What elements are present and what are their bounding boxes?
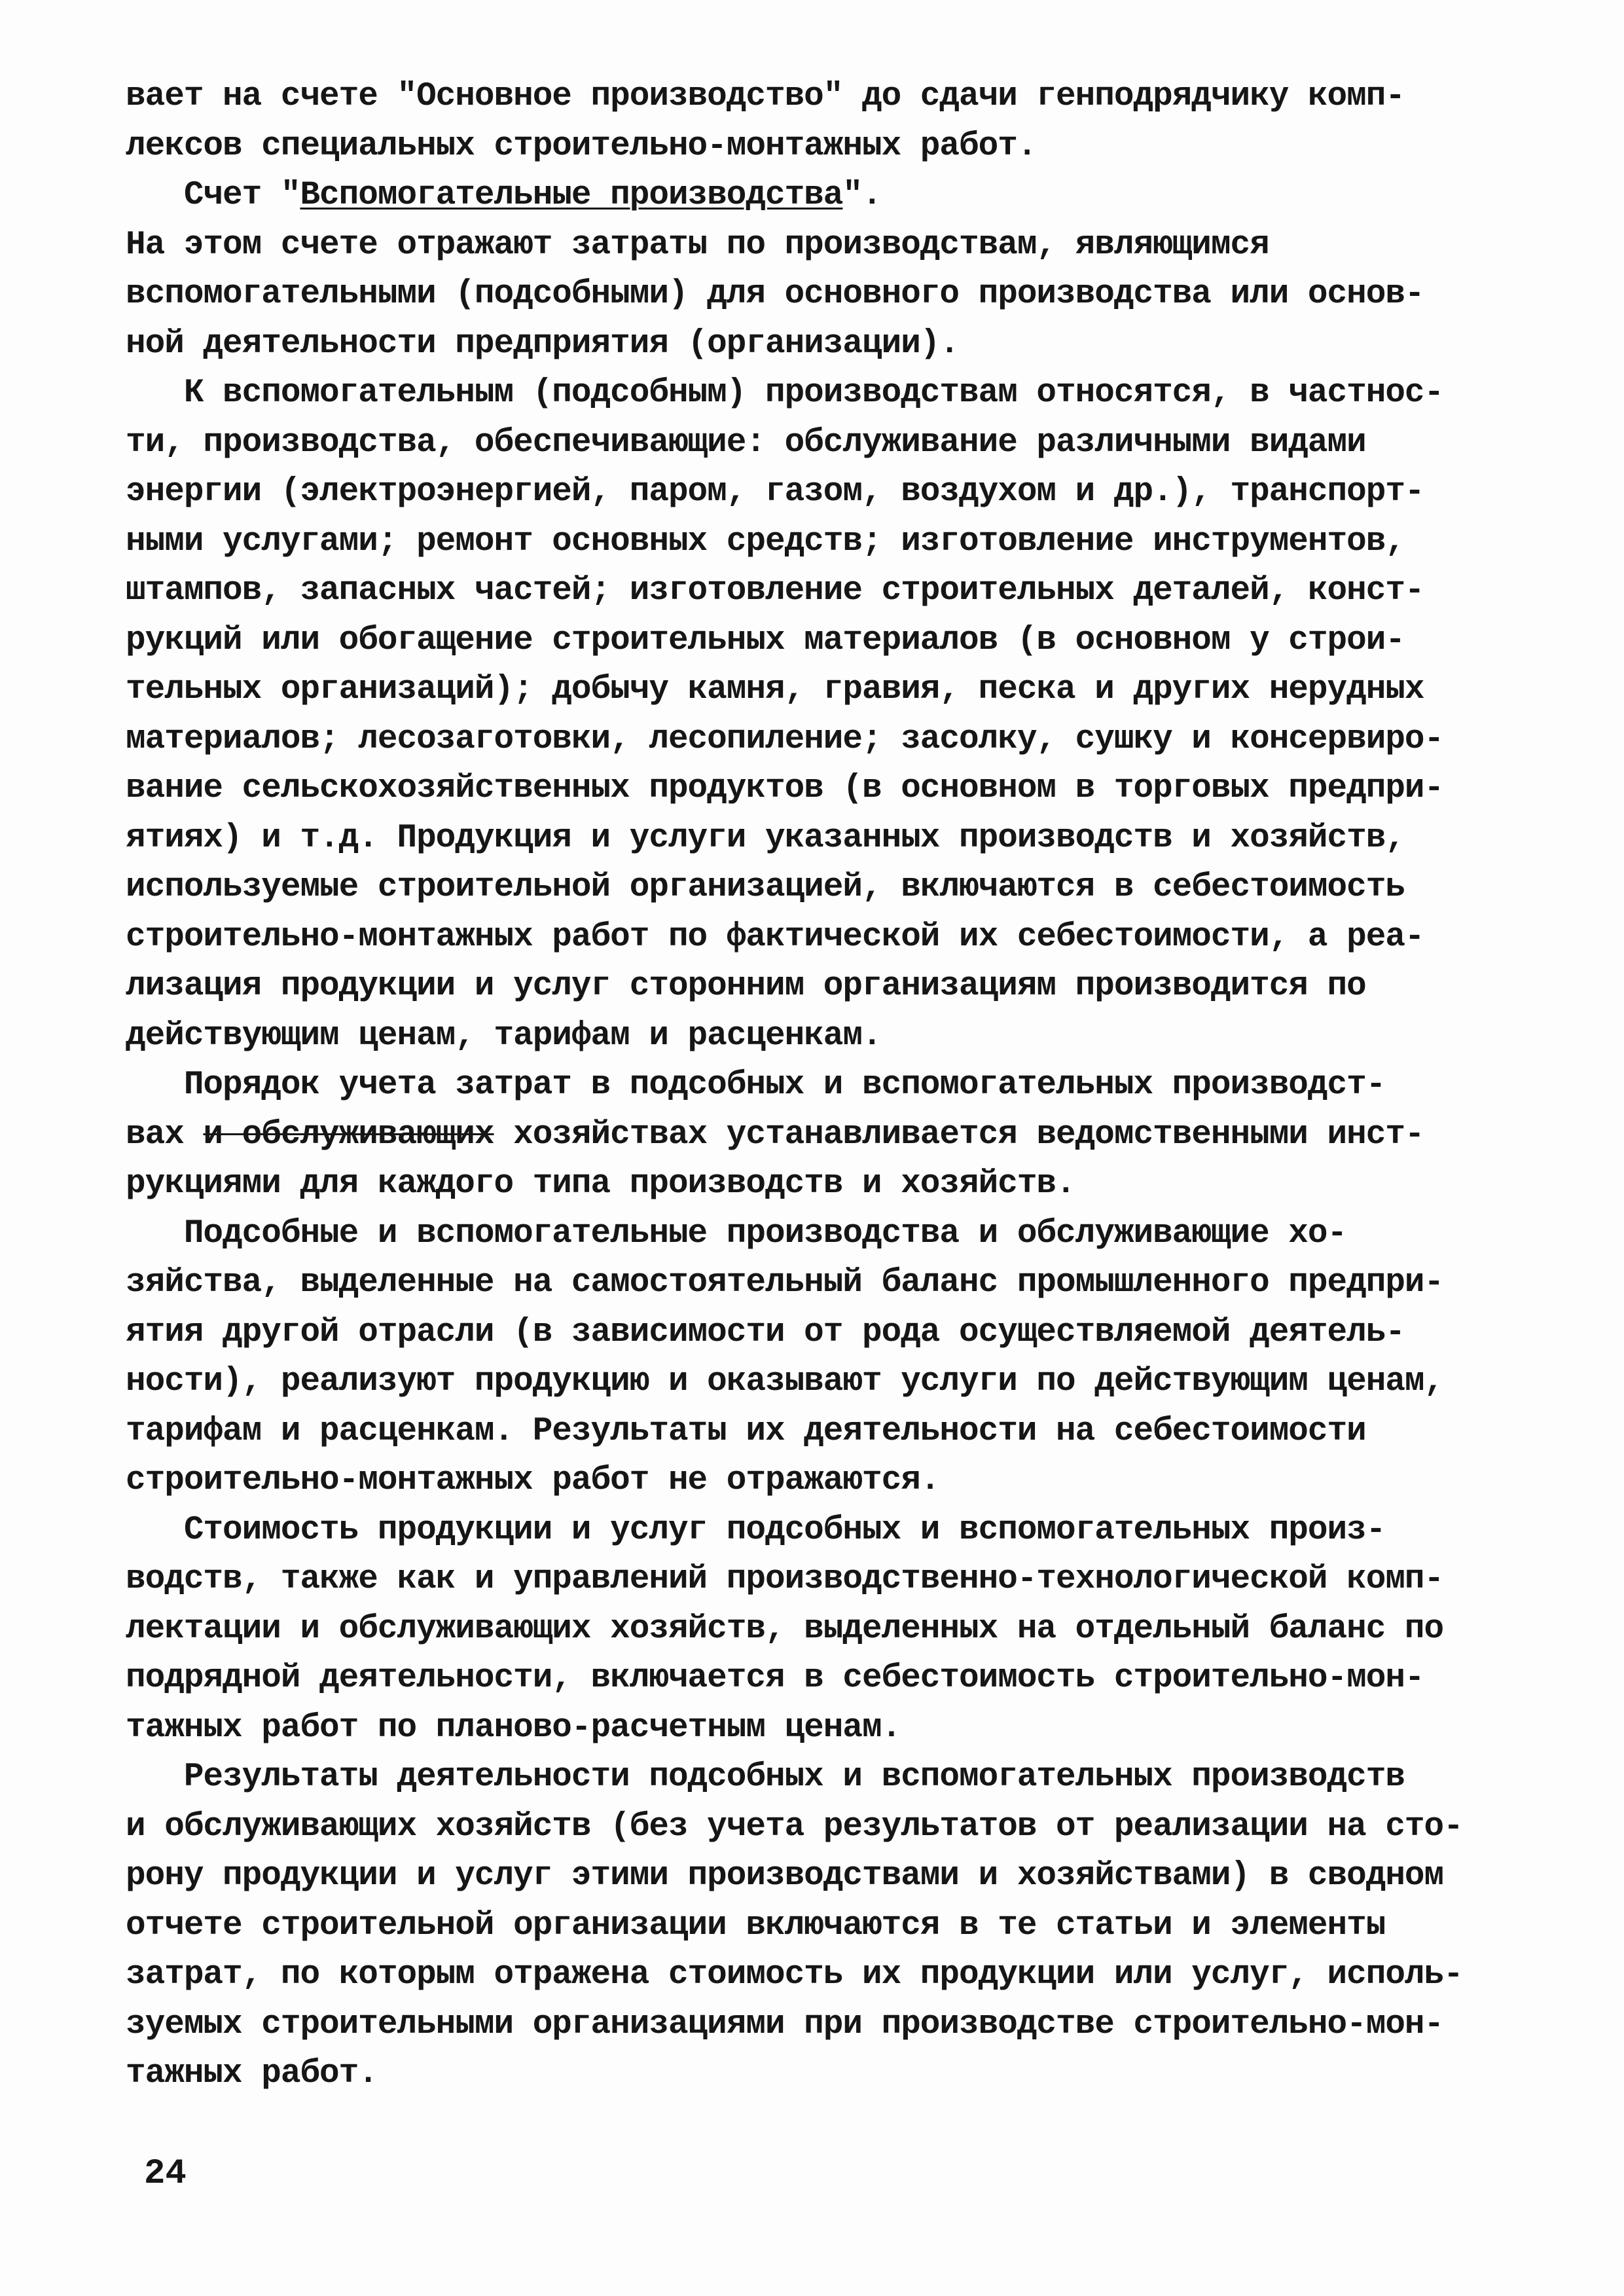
text-line: подрядной деятельности, включается в себестоимость строительно-мон- — [126, 1660, 1424, 1697]
text-line: ными услугами; ремонт основных средств; изготовление инструментов, — [126, 522, 1405, 560]
line-suffix: хозяйствах устанавливается ведомственными инст- — [494, 1116, 1424, 1154]
text-line: рукциями для каждого типа производств и хозяйств. — [126, 1165, 1075, 1203]
text-line: ти, производства, обеспечивающие: обслуживание различными видами — [126, 424, 1366, 462]
text-line-with-strikethrough — [126, 1110, 1507, 1160]
text-line: Результаты деятельности подсобных и вспомогательных производств — [126, 1758, 1405, 1796]
text-line: На этом счете отражают затраты по производствам, являющимся — [126, 226, 1269, 264]
text-line: тажных работ. — [126, 2055, 378, 2092]
text-line: тельных организаций); добычу камня, гравия, песка и других нерудных — [126, 671, 1424, 708]
text-line: К вспомогательным (подсобным) производствам относятся, в частнос- — [126, 374, 1444, 412]
text-line: вспомогательными (подсобными) для основного производства или основ- — [126, 276, 1424, 313]
text-line: зяйства, выделенные на самостоятельный баланс промышленного предпри- — [126, 1264, 1444, 1302]
struck-text: и обслуживающих — [203, 1116, 494, 1154]
text-line: действующим ценам, тарифам и расценкам. — [126, 1017, 882, 1055]
text-line: ной деятельности предприятия (организации). — [126, 325, 960, 363]
text-line: лизация продукции и услуг сторонним организациям производится по — [126, 968, 1366, 1005]
text-line: строительно-монтажных работ не отражаются. — [126, 1462, 940, 1499]
page-number: 24 — [144, 2154, 187, 2194]
line-prefix: вах — [126, 1116, 204, 1154]
text-line: Подсобные и вспомогательные производства и обслуживающие хо- — [126, 1214, 1347, 1252]
text-line: рукций или обогащение строительных материалов (в основном у строи- — [126, 621, 1405, 659]
section-heading-line — [126, 171, 1507, 221]
text-line: ятиях) и т.д. Продукция и услуги указанных производств и хозяйств, — [126, 819, 1405, 857]
text-line: тажных работ по планово-расчетным ценам. — [126, 1709, 901, 1747]
text-line: тарифам и расценкам. Результаты их деятельности на себестоимости — [126, 1412, 1366, 1450]
heading-prefix: Счет " — [126, 177, 300, 214]
text-line: ятия другой отрасли (в зависимости от рода осуществляемой деятель- — [126, 1313, 1405, 1351]
text-line: отчете строительной организации включаются в те статьи и элементы — [126, 1906, 1386, 1944]
document-body — [126, 72, 1507, 2099]
section-heading: Вспомогательные производства — [300, 177, 843, 214]
text-line: ности), реализуют продукцию и оказывают услуги по действующим ценам, — [126, 1363, 1444, 1400]
text-line: затрат, по которым отражена стоимость их продукции или услуг, исполь- — [126, 1956, 1463, 1994]
text-line: Порядок учета затрат в подсобных и вспомогательных производст- — [126, 1066, 1386, 1104]
text-line: Стоимость продукции и услуг подсобных и вспомогательных произ- — [126, 1511, 1386, 1549]
text-line: водств, также как и управлений производственно-технологической комп- — [126, 1561, 1444, 1598]
heading-suffix: ". — [842, 177, 882, 214]
text-line: лексов специальных строительно-монтажных работ. — [126, 127, 1037, 165]
text-line: материалов; лесозаготовки, лесопиление; засолку, сушку и консервиро- — [126, 720, 1444, 758]
text-line: рону продукции и услуг этими производствами и хозяйствами) в сводном — [126, 1857, 1444, 1895]
text-line: строительно-монтажных работ по фактической их себестоимости, а реа- — [126, 918, 1424, 956]
text-line: лектации и обслуживающих хозяйств, выделенных на отдельный баланс по — [126, 1610, 1444, 1648]
text-line: зуемых строительными организациями при производстве строительно-мон- — [126, 2005, 1444, 2043]
text-line: вание сельскохозяйственных продуктов (в основном в торговых предпри- — [126, 770, 1444, 807]
text-line: энергии (электроэнергией, паром, газом, воздухом и др.), транспорт- — [126, 473, 1424, 511]
text-line: используемые строительной организацией, включаются в себестоимость — [126, 869, 1405, 906]
text-line: и обслуживающих хозяйств (без учета результатов от реализации на сто- — [126, 1808, 1463, 1846]
text-line: штампов, запасных частей; изготовление строительных деталей, конст- — [126, 572, 1424, 610]
text-line: вает на счете "Основное производство" до сдачи генподрядчику комп- — [126, 78, 1405, 115]
